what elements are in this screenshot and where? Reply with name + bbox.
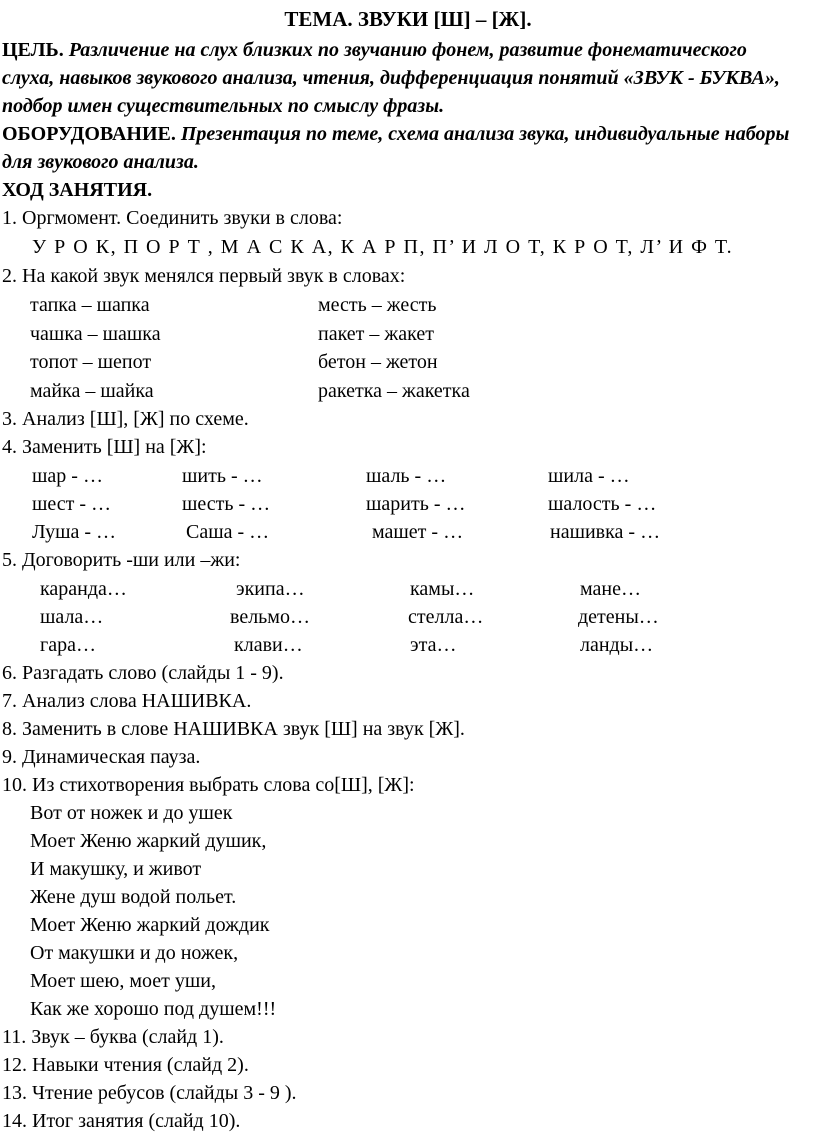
step-11: 11. Звук – буква (слайд 1). <box>2 1026 224 1048</box>
step-5-word: камы… <box>410 578 475 600</box>
step-4-word: шила - … <box>548 465 630 487</box>
goal-text: Различение на слух близких по звучанию фонем, развитие фонематического слуха, навыков звукового анализа, чтения, дифференциация понятий «ЗВУК - БУКВА», подбор имен существительных по смыслу фразы. <box>2 39 780 117</box>
step-5-word: ланды… <box>580 634 654 656</box>
equipment-text: Презентация по теме, схема анализа звука, индивидуальные наборы для звукового анализа. <box>2 123 790 173</box>
step-4-word: шесть - … <box>182 493 271 515</box>
step-4-word: шар - … <box>32 465 103 487</box>
step-2-pair: пакет – жакет <box>318 323 434 345</box>
step-4-word: машет - … <box>372 521 464 543</box>
step-5-word: вельмо… <box>230 606 310 628</box>
step-9: 9. Динамическая пауза. <box>2 746 201 768</box>
step-4-word: шалость - … <box>548 493 657 515</box>
step-4: 4. Заменить [Ш] на [Ж]: <box>2 436 207 458</box>
step-5-word: каранда… <box>40 578 127 600</box>
step-3: 3. Анализ [Ш], [Ж] по схеме. <box>2 408 249 430</box>
poem-line: Моет Женю жаркий дождик <box>30 914 270 936</box>
poem-line: Вот от ножек и до ушек <box>30 802 233 824</box>
step-5-word: шала… <box>40 606 104 628</box>
step-5-word: гара… <box>40 634 96 656</box>
step-13: 13. Чтение ребусов (слайды 3 - 9 ). <box>2 1082 297 1104</box>
step-2-pair: тапка – шапка <box>30 294 150 316</box>
step-4-word: шаль - … <box>366 465 447 487</box>
step-5-word: мане… <box>580 578 641 600</box>
step-4-word: Луша - … <box>32 521 117 543</box>
step-5-word: экипа… <box>236 578 305 600</box>
step-2-pair: ракетка – жакетка <box>318 380 470 402</box>
step-2-pair: топот – шепот <box>30 351 152 373</box>
step-14: 14. Итог занятия (слайд 10). <box>2 1110 241 1132</box>
equipment-label: ОБОРУДОВАНИЕ. <box>2 123 176 145</box>
step-5-word: клави… <box>234 634 303 656</box>
step-4-word: шарить - … <box>366 493 466 515</box>
step-5-word: стелла… <box>408 606 484 628</box>
step-5-word: эта… <box>410 634 457 656</box>
step-6: 6. Разгадать слово (слайды 1 - 9). <box>2 662 284 684</box>
step-1: 1. Оргмомент. Соединить звуки в слова: <box>2 207 343 229</box>
step-2-pair: месть – жесть <box>318 294 437 316</box>
goal-label: ЦЕЛЬ. <box>2 39 64 61</box>
step-10: 10. Из стихотворения выбрать слова со[Ш], [Ж]: <box>2 774 415 796</box>
step-2-pair: чашка – шашка <box>30 323 161 345</box>
step-4-word: Саша - … <box>186 521 270 543</box>
page-title: ТЕМА. ЗВУКИ [Ш] – [Ж]. <box>284 7 532 31</box>
step-2-pair: майка – шайка <box>30 380 154 402</box>
poem-line: От макушки и до ножек, <box>30 942 239 964</box>
step-7: 7. Анализ слова НАШИВКА. <box>2 690 252 712</box>
step-4-word: шест - … <box>32 493 112 515</box>
goal-paragraph <box>2 36 802 120</box>
step-1-letters: У Р О К, П О Р Т , М А С К А, К А Р П, П’ И Л О Т, К Р О Т, Л’ И Ф Т. <box>32 236 734 258</box>
poem-line: Как же хорошо под душем!!! <box>30 998 277 1020</box>
poem-line: Моет Женю жаркий душик, <box>30 830 267 852</box>
course-heading: ХОД ЗАНЯТИЯ. <box>2 179 153 201</box>
step-4-word: шить - … <box>182 465 263 487</box>
poem-line: И макушку, и живот <box>30 858 202 880</box>
poem-line: Жене душ водой польет. <box>30 886 237 908</box>
step-4-word: нашивка - … <box>550 521 661 543</box>
step-2-pair: бетон – жетон <box>318 351 438 373</box>
equipment-paragraph <box>2 120 802 176</box>
step-12: 12. Навыки чтения (слайд 2). <box>2 1054 249 1076</box>
step-8: 8. Заменить в слове НАШИВКА звук [Ш] на звук [Ж]. <box>2 718 465 740</box>
step-5-word: детены… <box>578 606 659 628</box>
step-2: 2. На какой звук менялся первый звук в словах: <box>2 265 406 287</box>
step-5: 5. Договорить -ши или –жи: <box>2 549 241 571</box>
poem-line: Моет шею, моет уши, <box>30 970 216 992</box>
